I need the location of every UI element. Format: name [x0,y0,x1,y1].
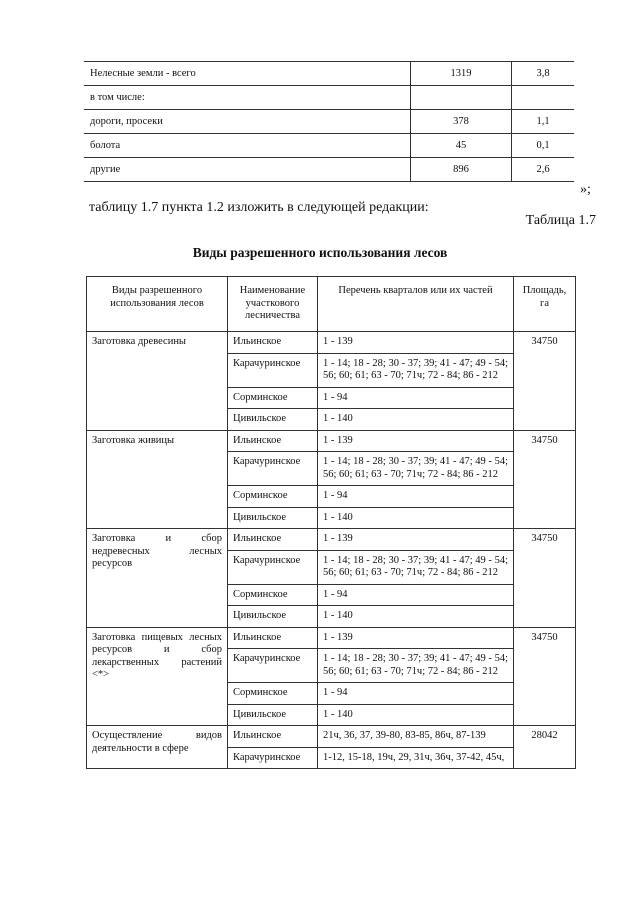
quarters-list: 1 - 139 [318,627,514,649]
table-row [84,110,574,134]
row-value: 378 [411,110,512,134]
row-percent: 2,6 [512,158,575,182]
area-value: 28042 [514,726,576,769]
header-row [87,277,576,332]
forestry-name: Карачуринское [228,747,318,769]
use-type: Заготовка живицы [87,430,228,529]
quarters-list: 1 - 140 [318,507,514,529]
table-title: Виды разрешенного использования лесов [192,245,448,260]
row-percent: 0,1 [512,134,575,158]
area-value: 34750 [514,332,576,431]
forestry-name: Ильинское [228,726,318,748]
quarters-list: 21ч, 36, 37, 39-80, 83-85, 86ч, 87-139 [318,726,514,748]
quarters-list: 1 - 140 [318,409,514,431]
forestry-name: Сорминское [228,683,318,705]
use-type: Осуществление видов деятельности в сфере [87,726,228,769]
row-label: другие [84,158,411,182]
header-forestry: Наименование участкового лесничества [228,277,318,332]
quarters-list: 1 - 14; 18 - 28; 30 - 37; 39; 41 - 47; 49 - 54; 56; 60; 61; 63 - 70; 71ч; 72 - 84; 86 - 212 [318,649,514,683]
use-type: Заготовка и сбор недревесных лесных ресурсов [87,529,228,628]
forestry-name: Ильинское [228,529,318,551]
quarters-list: 1 - 139 [318,430,514,452]
quarters-list: 1 - 140 [318,606,514,628]
table-row [84,86,574,110]
forestry-name: Сорминское [228,387,318,409]
quarters-list: 1 - 94 [318,486,514,508]
quarters-list: 1 - 94 [318,387,514,409]
table-row [84,134,574,158]
table-row [84,158,574,182]
row-value: 896 [411,158,512,182]
row-percent: 3,8 [512,62,575,86]
row-value: 45 [411,134,512,158]
quarters-list: 1 - 94 [318,683,514,705]
forestry-name: Сорминское [228,584,318,606]
table-row [87,529,576,551]
forestry-name: Цивильское [228,606,318,628]
area-value: 34750 [514,430,576,529]
use-type: Заготовка пищевых лесных ресурсов и сбор лекарственных растений <*> [87,627,228,726]
forestry-name: Сорминское [228,486,318,508]
table-row [87,627,576,649]
row-value: 1319 [411,62,512,86]
forestry-name: Ильинское [228,332,318,354]
forestry-name: Цивильское [228,409,318,431]
amendment-instruction: таблицу 1.7 пункта 1.2 изложить в следующей редакции: [89,200,429,215]
header-use: Виды разрешенного использования лесов [87,277,228,332]
area-value: 34750 [514,529,576,628]
row-value [411,86,512,110]
area-value: 34750 [514,627,576,726]
row-label: Нелесные земли - всего [84,62,411,86]
forestry-name: Карачуринское [228,353,318,387]
forestry-name: Карачуринское [228,452,318,486]
row-label: дороги, просеки [84,110,411,134]
quarters-list: 1 - 14; 18 - 28; 30 - 37; 39; 41 - 47; 49 - 54; 56; 60; 61; 63 - 70; 71ч; 72 - 84; 86 - 212 [318,550,514,584]
quarters-list: 1 - 14; 18 - 28; 30 - 37; 39; 41 - 47; 49 - 54; 56; 60; 61; 63 - 70; 71ч; 72 - 84; 86 - 212 [318,452,514,486]
use-type: Заготовка древесины [87,332,228,431]
quarters-list: 1 - 140 [318,704,514,726]
quarters-list: 1 - 139 [318,529,514,551]
forestry-name: Карачуринское [228,550,318,584]
table-row [87,726,576,748]
forestry-name: Цивильское [228,704,318,726]
table-row [87,430,576,452]
row-percent [512,86,575,110]
table-row [84,62,574,86]
forestry-name: Карачуринское [228,649,318,683]
forestry-name: Ильинское [228,430,318,452]
quarters-list: 1 - 94 [318,584,514,606]
header-quarters: Перечень кварталов или их частей [318,277,514,332]
permitted-use-table [86,276,576,769]
table-row [87,332,576,354]
row-label: в том числе: [84,86,411,110]
table-number-label: Таблица 1.7 [525,213,596,228]
forestry-name: Цивильское [228,507,318,529]
row-label: болота [84,134,411,158]
forestry-name: Ильинское [228,627,318,649]
row-percent: 1,1 [512,110,575,134]
closing-quote: »; [580,182,591,197]
header-area: Площадь, га [514,277,576,332]
land-summary-table [84,61,574,182]
quarters-list: 1-12, 15-18, 19ч, 29, 31ч, 36ч, 37-42, 45ч, [318,747,514,769]
quarters-list: 1 - 14; 18 - 28; 30 - 37; 39; 41 - 47; 49 - 54; 56; 60; 61; 63 - 70; 71ч; 72 - 84; 86 - 212 [318,353,514,387]
quarters-list: 1 - 139 [318,332,514,354]
